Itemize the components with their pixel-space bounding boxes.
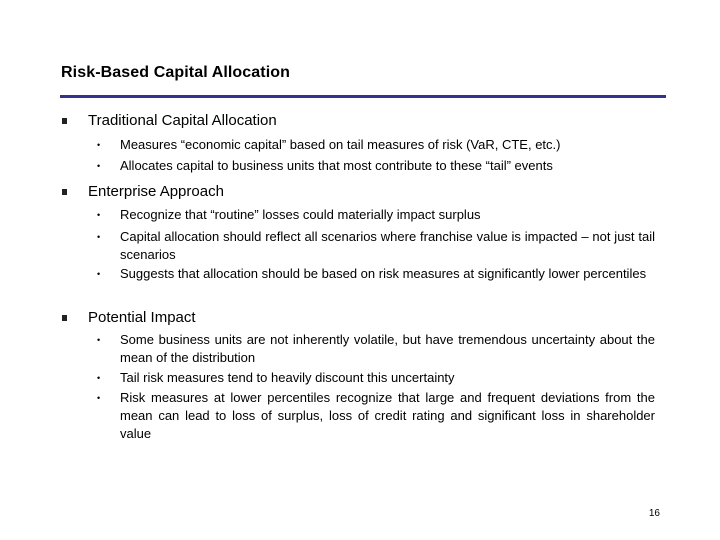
section-heading: Enterprise Approach xyxy=(88,183,224,200)
bullet-text: Tail risk measures tend to heavily discount this uncertainty xyxy=(120,370,455,385)
square-bullet-icon xyxy=(62,118,67,124)
bullet-text: Risk measures at lower percentiles recognize that large and frequent deviations from the mean can lead to loss of surplus, loss of credit rating and significant loss in shareholder value xyxy=(120,390,655,441)
page-number: 16 xyxy=(648,508,660,519)
bullet-dot-icon: • xyxy=(97,232,101,242)
bullet-dot-icon: • xyxy=(97,269,101,279)
bullet-text: Allocates capital to business units that most contribute to these “tail” events xyxy=(120,158,553,173)
square-bullet-icon xyxy=(62,189,67,195)
bullet-text: Some business units are not inherently volatile, but have tremendous uncertainty about the mean of the distribution xyxy=(120,332,655,365)
bullet-dot-icon: • xyxy=(97,335,101,345)
bullet-text: Suggests that allocation should be based on risk measures at significantly lower percentiles xyxy=(120,266,647,281)
bullet-dot-icon: • xyxy=(97,161,101,171)
bullet-dot-icon: • xyxy=(97,210,101,220)
slide-title: Risk-Based Capital Allocation xyxy=(61,64,291,81)
bullet-text: Capital allocation should reflect all scenarios where franchise value is impacted – not just tail scenarios xyxy=(120,229,655,262)
bullet-text: Measures “economic capital” based on tail measures of risk (VaR, CTE, etc.) xyxy=(120,137,561,152)
section-heading: Traditional Capital Allocation xyxy=(88,112,277,129)
bullet-dot-icon: • xyxy=(97,140,101,150)
title-divider xyxy=(60,95,666,98)
bullet-text: Recognize that “routine” losses could materially impact surplus xyxy=(120,207,481,222)
square-bullet-icon xyxy=(62,315,67,321)
bullet-dot-icon: • xyxy=(97,393,101,403)
section-heading: Potential Impact xyxy=(88,309,196,326)
bullet-dot-icon: • xyxy=(97,373,101,383)
